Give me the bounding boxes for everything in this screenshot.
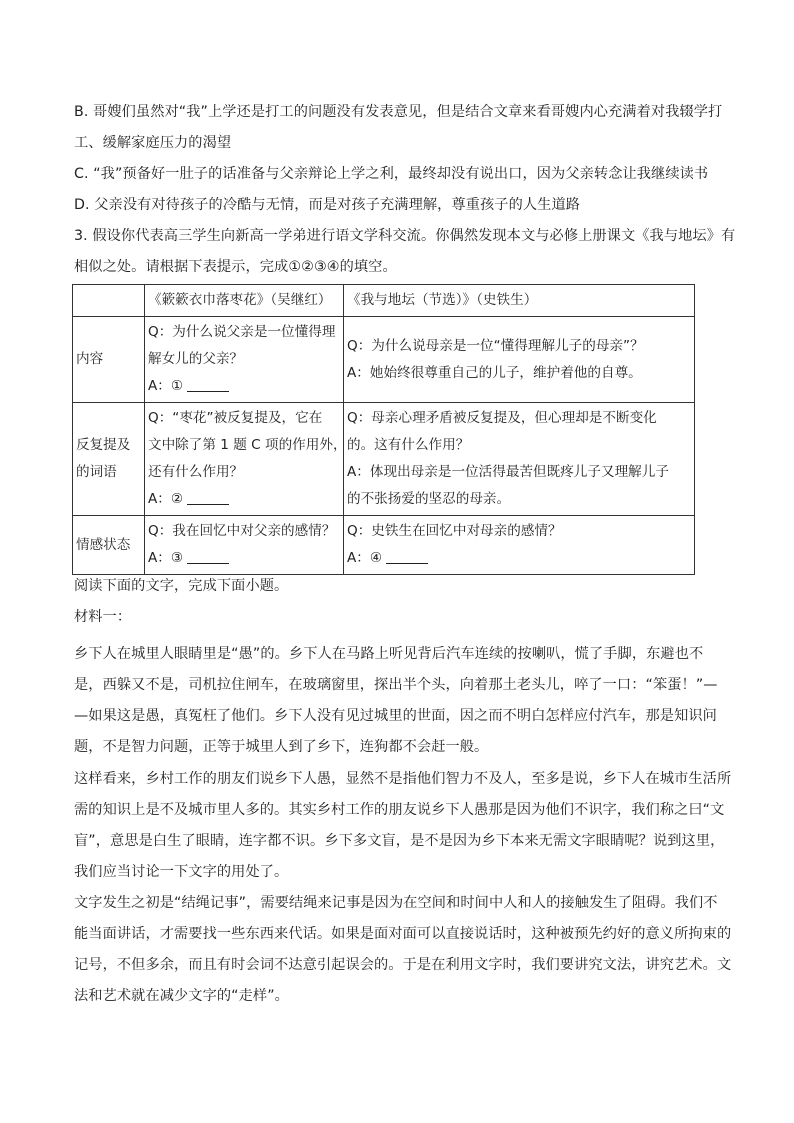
row-repeated-right — [344, 403, 695, 516]
answer-label: A：③ — [148, 550, 184, 566]
paragraph-3-line: 法和艺术就在减少文字的“走样”。 — [74, 988, 289, 1004]
option-b-line-2: 工、缓解家庭压力的渴望 — [74, 135, 232, 151]
row-repeated-left — [145, 403, 347, 516]
answer-line-1 — [148, 373, 340, 400]
cell-text: 的。这有什么作用？ — [347, 437, 470, 453]
blank-4[interactable] — [386, 549, 428, 564]
answer-label: A：④ — [347, 550, 383, 566]
paragraph-1-line: —如果这是愚，真冤枉了他们。乡下人没有见过城里的世面，因之而不明白怎样应付汽车，那是知识问 — [74, 708, 717, 724]
cell-text: Q：我在回忆中对父亲的感情？ — [148, 523, 336, 539]
cell-text: Q：为什么说母亲是一位“懂得理解儿子的母亲”？ — [347, 337, 644, 354]
table-row — [73, 317, 695, 403]
cell-text: 还有什么作用？ — [148, 464, 244, 480]
paragraph-2-line: 这样看来，乡村工作的朋友们说乡下人愚，显然不是指他们智力不及人，至多是说，乡下人在城市生活所 — [74, 771, 732, 787]
option-b-line-1: B. 哥嫂们虽然对“我”上学还是打工的问题没有发表意见，但是结合文章来看哥嫂内心充满着对我辍学打 — [74, 104, 723, 120]
paragraph-2-line: 我们应当讨论一下文字的用处了。 — [74, 864, 289, 880]
blank-2[interactable] — [187, 490, 229, 505]
paragraph-3-line: 记号，不但多余，而且有时会词不达意引起误会的。于是在利用文字时，我们要讲究文法，讲究艺术。文 — [74, 957, 732, 973]
paragraph-1-line: 题，不是智力问题，正等于城里人到了乡下，连狗都不会赶一般。 — [74, 739, 489, 755]
row-label-content: 内容 — [73, 317, 145, 403]
cell-text: Q：为什么说父亲是一位懂得理 — [148, 324, 336, 340]
blank-1[interactable] — [187, 377, 229, 392]
table-row — [73, 516, 695, 575]
question-3-line-1: 3. 假设你代表高三学生向新高一学弟进行语文学科交流。你偶然发现本文与必修上册课文《我与地坛》有 — [74, 228, 736, 244]
answer-line-2 — [148, 486, 340, 513]
answer-line-3 — [148, 545, 340, 572]
row-content-left — [145, 317, 344, 403]
row-label-repeated-words — [73, 403, 145, 516]
reading-intro: 阅读下面的文字，完成下面小题。 — [74, 578, 289, 594]
cell-text: Q：母亲心理矛盾被反复提及，但心理却是不断变化 — [347, 410, 657, 426]
answer-line-4 — [347, 545, 691, 572]
paragraph-3-line: 能当面讲话，才需要找一些东西来代话。如果是面对面可以直接说话时，这种被预先约好的意义所拘束的 — [74, 926, 732, 942]
table-row — [73, 403, 695, 516]
row-emotion-right — [344, 516, 695, 575]
question-3-line-2: 相似之处。请根据下表提示，完成①②③④的填空。 — [74, 259, 397, 275]
cell-text: Q：史铁生在回忆中对母亲的感情？ — [347, 523, 562, 539]
paragraph-2-line: 盲”，意思是白生了眼睛，连字都不识。乡下多文盲，是不是因为乡下本来无需文字眼睛呢？说到这里， — [74, 833, 725, 849]
label-text: 的词语 — [76, 464, 117, 480]
option-d: D. 父亲没有对待孩子的冷酷与无情，而是对孩子充满理解，尊重孩子的人生道路 — [74, 197, 581, 213]
row-content-right — [344, 317, 695, 403]
paragraph-1-line: 是，西躲又不是，司机拉住闸车，在玻璃窗里，探出半个头，向着那土老头儿，啐了一口：“笨蛋！”— — [74, 677, 718, 693]
cell-text: 文中除了第 1 题 C 项的作用外， — [148, 437, 347, 453]
cell-text: 解女儿的父亲？ — [148, 351, 244, 367]
cell-text: A：体现出母亲是一位活得最苦但既疼儿子又理解儿子 — [347, 464, 669, 480]
cell-text: Q：“枣花”被反复提及，它在 — [148, 410, 323, 426]
row-label-emotion: 情感状态 — [73, 516, 145, 575]
paragraph-1-line: 乡下人在城里人眼睛里是“愚”的。乡下人在马路上听见背后汽车连续的按喇叭，慌了手脚，东避也不 — [74, 646, 704, 662]
table-header-right: 《我与地坛（节选）》（史铁生） — [344, 285, 695, 317]
cell-text: 的不张扬爱的坚忍的母亲。 — [347, 491, 511, 507]
row-emotion-left — [145, 516, 344, 575]
comparison-table — [72, 284, 695, 575]
answer-label: A：② — [148, 491, 184, 507]
paragraph-3-line: 文字发生之初是“结绳记事”，需要结绳来记事是因为在空间和时间中人和人的接触发生了阻碍。我们不 — [74, 895, 718, 911]
table-header-empty — [73, 285, 145, 317]
option-c: C. “我”预备好一肚子的话准备与父亲辩论上学之利，最终却没有说出口，因为父亲转念让我继续读书 — [74, 166, 709, 182]
label-text: 反复提及 — [76, 437, 131, 453]
answer-label: A：① — [148, 378, 184, 394]
table-header-row — [73, 285, 695, 317]
paragraph-2-line: 需的知识上是不及城市里人多的。其实乡村工作的朋友说乡下人愚那是因为他们不识字，我们称之曰“文 — [74, 802, 725, 818]
material-title: 材料一： — [74, 609, 132, 625]
blank-3[interactable] — [187, 549, 229, 564]
cell-text: A：她始终很尊重自己的儿子，维护着他的自尊。 — [347, 364, 642, 381]
table-header-left: 《簌簌衣巾落枣花》（吴继红） — [145, 285, 344, 317]
